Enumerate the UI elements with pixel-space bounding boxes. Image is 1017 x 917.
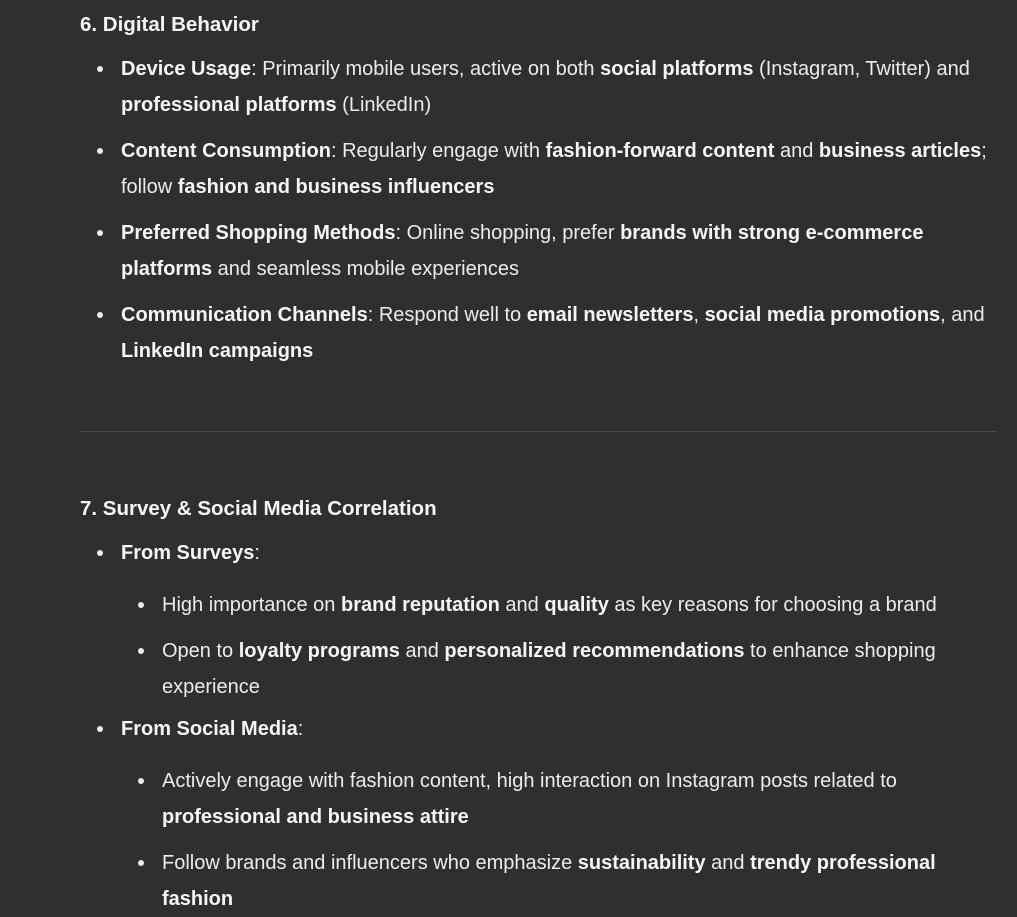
- item-text: Actively engage with fashion content, high interaction on Instagram posts related to: [162, 770, 897, 792]
- item-emphasis: professional and business attire: [162, 806, 469, 828]
- item-emphasis: loyalty programs: [238, 640, 400, 662]
- item-emphasis: social platforms: [600, 58, 754, 80]
- item-text: : Primarily mobile users, active on both: [251, 58, 601, 80]
- item-text: to enhance shopping experience: [162, 640, 936, 698]
- surveys-sub-list: [121, 587, 997, 705]
- list-item: [162, 845, 997, 917]
- social-sub-list: [121, 763, 997, 917]
- item-text: ,: [693, 304, 705, 326]
- item-emphasis: fashion-forward content: [545, 140, 775, 162]
- item-emphasis: fashion and business influencers: [177, 176, 495, 198]
- item-text: as key reasons for choosing a brand: [608, 594, 937, 616]
- item-label: From Social Media: [121, 718, 298, 740]
- item-emphasis: sustainability: [577, 852, 706, 874]
- item-label: Communication Channels: [121, 304, 368, 326]
- item-text: : Regularly engage with: [330, 140, 546, 162]
- section-heading-digital-behavior: 6. Digital Behavior: [80, 13, 259, 36]
- item-text: and: [399, 640, 445, 662]
- item-text: Follow brands and influencers who emphasize: [162, 852, 578, 874]
- list-item-from-surveys: [121, 535, 997, 705]
- item-text: High importance on: [162, 594, 341, 616]
- item-text: and: [705, 852, 751, 874]
- item-emphasis: business articles: [818, 140, 982, 162]
- list-item: [162, 763, 997, 835]
- item-label: Device Usage: [121, 58, 252, 80]
- item-emphasis: email newsletters: [526, 304, 694, 326]
- item-text: and: [499, 594, 545, 616]
- item-emphasis: brands with strong e-commerce platforms: [121, 222, 924, 280]
- item-emphasis: social media promotions: [704, 304, 941, 326]
- item-text: (Instagram, Twitter) and: [753, 58, 970, 80]
- item-text: :: [297, 718, 304, 740]
- list-item: [121, 297, 991, 369]
- item-text: and: [774, 140, 819, 162]
- item-label: Preferred Shopping Methods: [121, 222, 396, 244]
- list-item-from-social-media: [121, 711, 997, 917]
- list-item: [121, 133, 991, 205]
- item-emphasis: trendy professional fashion: [162, 852, 936, 910]
- item-emphasis: LinkedIn campaigns: [121, 340, 314, 362]
- item-text: Open to: [162, 640, 239, 662]
- list-item: [121, 51, 991, 123]
- item-text: , and: [940, 304, 985, 326]
- item-emphasis: brand reputation: [340, 594, 500, 616]
- item-text: : Online shopping, prefer: [395, 222, 621, 244]
- digital-behavior-list: [121, 51, 991, 379]
- item-emphasis: quality: [544, 594, 609, 616]
- item-text: ; follow: [121, 140, 987, 198]
- list-item: [162, 587, 997, 623]
- survey-social-list: [121, 535, 997, 917]
- item-text: :: [254, 542, 260, 564]
- item-emphasis: professional platforms: [121, 94, 337, 116]
- list-item: [162, 633, 997, 705]
- section-divider: [80, 431, 997, 432]
- list-item: [121, 215, 991, 287]
- item-emphasis: personalized recommendations: [444, 640, 745, 662]
- item-label: From Surveys: [121, 542, 255, 564]
- item-text: and seamless mobile experiences: [212, 258, 519, 280]
- section-heading-survey-social-correlation: 7. Survey & Social Media Correlation: [80, 497, 437, 520]
- item-text: (LinkedIn): [336, 94, 432, 116]
- item-text: : Respond well to: [367, 304, 527, 326]
- item-label: Content Consumption: [121, 140, 331, 162]
